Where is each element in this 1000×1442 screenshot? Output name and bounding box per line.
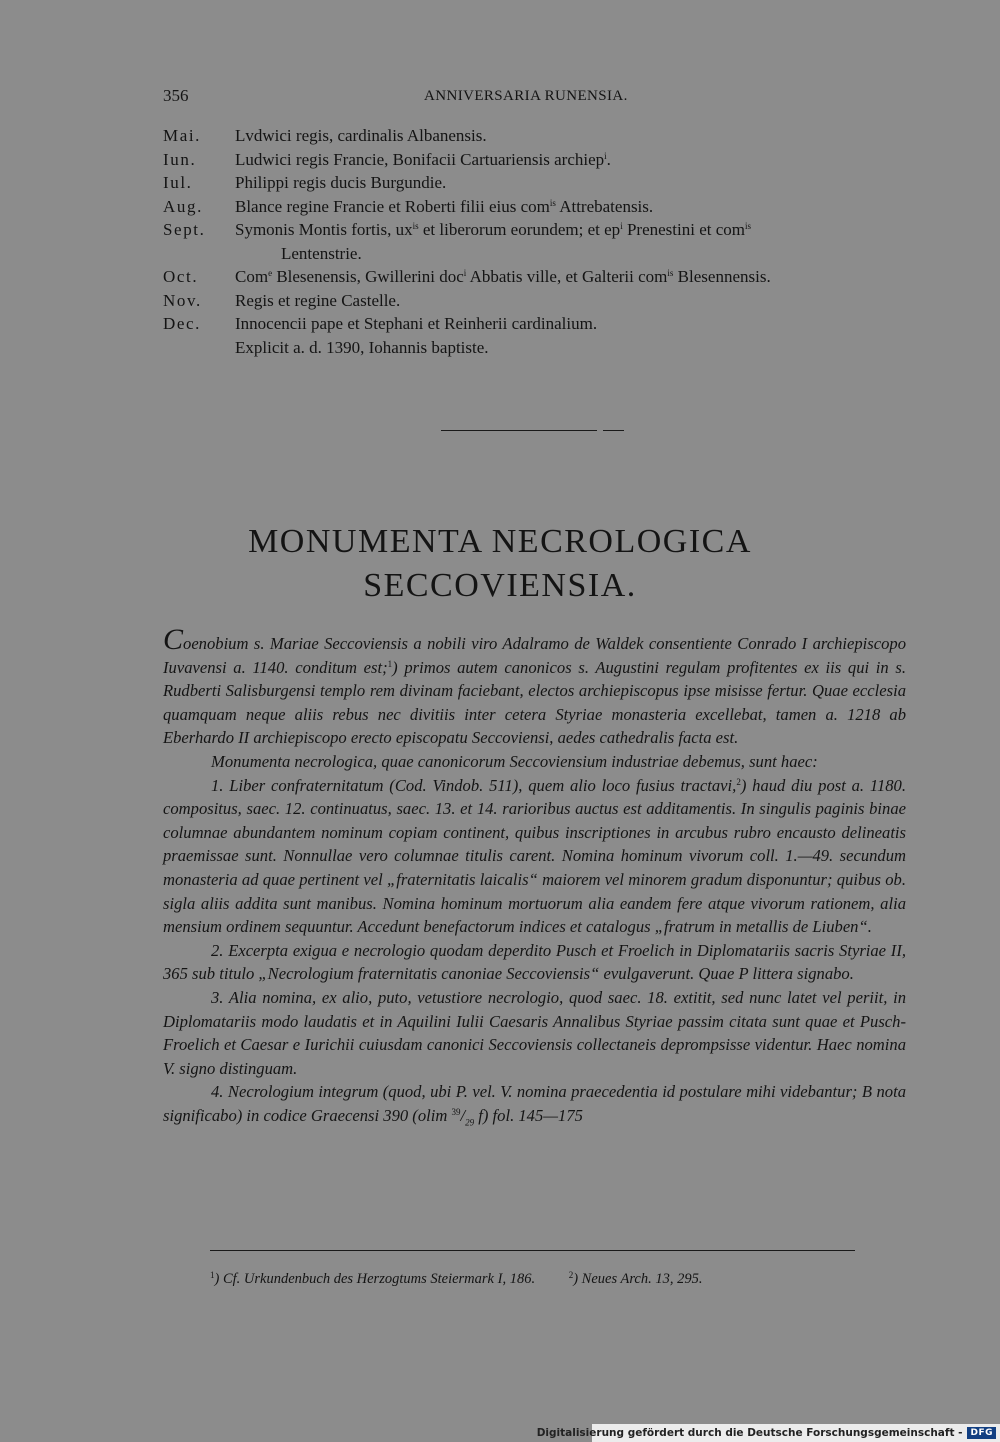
section-title-line: MONUMENTA NECROLOGICA [248, 523, 752, 560]
month-entry [163, 148, 908, 172]
month-entry [163, 265, 908, 289]
footnote: $^1$) Cf. Urkundenbuch des Herzogtums Steiermark I, 186. [210, 1270, 536, 1287]
month-label: Mai. [163, 126, 202, 145]
running-title: ANNIVERSARIA RUNENSIA. [424, 88, 628, 104]
section-title [160, 520, 840, 608]
month-label: Nov. [163, 290, 202, 310]
month-label: Dec. [163, 314, 202, 333]
month-text: Blance regine Francie et Roberti filii eius com$^{is}$ Attrebatensis. [235, 196, 654, 216]
month-text: Innocencii pape et Stephani et Reinherii cardinalium. [235, 314, 598, 333]
footnote-ref: 2 [736, 776, 741, 787]
month-entry [163, 124, 908, 148]
month-entry [163, 289, 908, 313]
month-label: Sept. [163, 220, 206, 239]
separator-rule [441, 430, 597, 431]
month-text: Ludwici regis Francie, Bonifacii Cartuariensis archiep$^i$. [235, 149, 611, 169]
footnotes [210, 1271, 900, 1288]
explicit-line: Explicit a. d. 1390, Iohannis baptiste. [235, 337, 489, 357]
month-text: Symonis Montis fortis, $ux^{is}$ et liberorum eorundem; et $ep^i$ Prenestini et com$^{is}$ Lentenstrie. [235, 220, 751, 263]
month-text: Regis et regine Castelle. [235, 290, 401, 310]
paragraph: 3. Alia nomina, ex alio, puto, vetustiore necrologio, quod saec. 18. extitit, sed nunc latet vel periit, in Diplomatariis modo laudatis et in Aquilini Iulii Caesaris Annalibus Styriae passim citata sunt quae et Pusch-Froelich et Caesar e Iurichii cuiusdam canonici Seccoviensis collectaneis deprompsisse videntur. Haec nomina V. signo distinguam. [163, 987, 906, 1078]
paragraph: 1. Liber confraternitatum (Cod. Vindob. 511), quem alio loco fusius tractavi,$^2$) haud diu post a. 1180. compositus, saec. 12. continuatus, saec. 13. et 14. rarioribus auctus est additamentis. In singulis paginis binae columnae abundantem nominum copiam continent, quibus inscriptiones in arcubus rubro encausto delineatis praemissae sunt. Nonnullae vero columnae titulis carent. Nomina hominum vivorum coll. 1.—49. secundum monasteria ad quae pertinent vel „fraternitatis laicalis“ maiorem vel minorem gradum disponuntur; quibus ob. sigla aliis addita sunt manibus. Nomina hominum mortuorum alia eandem fere atque vivorum rationem, alia mensium ordinem sequuntur. Accedunt benefactorum indices et catalogus „fratrum in metallis de Liuben“. [163, 775, 906, 937]
month-label: Oct. [163, 267, 199, 286]
month-text: Com$^e$ Blesenensis, Gwillerini doc$^i$ Abbatis ville, et Galterii com$^{is}$ Blesennensis. [235, 267, 771, 286]
separator-rule-short [603, 430, 624, 431]
paragraph: Monumenta necrologica, quae canonicorum Seccoviensium industriae debemus, sunt haec: [211, 751, 818, 771]
dfg-credit-text: Digitalisierung gefördert durch die Deutsche Forschungsgemeinschaft - [536, 1427, 963, 1439]
month-text: Philippi regis ducis Burgundie. [235, 173, 447, 192]
month-text: Lvdwici regis, cardinalis Albanensis. [235, 126, 487, 145]
footnote-ref: 1 [387, 658, 393, 669]
month-list [163, 124, 908, 359]
page-number: 356 [163, 86, 189, 105]
month-entry [163, 195, 908, 219]
footnote: $^2$) Neues Arch. 13, 295. [568, 1270, 703, 1287]
month-label: Iun. [163, 149, 197, 169]
month-entry [163, 171, 908, 195]
section-title-line: SECCOVIENSIA. [363, 567, 637, 604]
month-entry [163, 218, 908, 265]
paragraph: 2. Excerpta exigua e necrologio quodam deperdito Pusch et Froelich in Diplomatariis sacris Styriae II, 365 sub titulo „Necrologium fraternitatis canoniae Seccoviensis“ evulgaverunt. Quae P littera signabo. [163, 940, 906, 984]
body-text [163, 623, 906, 1128]
paragraph: 4. Necrologium integrum (quod, ubi P. vel. V. nomina praecedentia id postulare mihi videbantur; B nota significabo) in codice Graecensi 390 (olim $^{39}/_{29}$ f) fol. 145—175 [163, 1082, 906, 1128]
digitization-credit-bar [536, 1424, 1000, 1442]
drop-cap: C [163, 623, 184, 656]
paragraph: Coenobium s. Mariae Seccoviensis a nobili viro Adalramo de Waldek consentiente Conrado I archiepiscopo Iuvavensi a. 1140. conditum est;$^1$) primos autem canonicos s. Augustini regulam profitentes ex iis qui in s. Rudberti Salisburgensi templo rem divinam faciebant, electos archiepiscopus ipse misisse fertur. Quae ecclesia quamquam neque aliis rebus nec divitiis inter cetera Styriae monasteria excellebat, tamen a. 1218 ab Eberhardo II archiepiscopo erecto episcopatu Seccoviensi, aedes cathedralis facta est. [163, 623, 906, 748]
month-label: Iul. [163, 173, 193, 192]
month-entry [163, 312, 908, 336]
footnote-rule [210, 1250, 855, 1251]
dfg-logo-icon: DFG [967, 1427, 996, 1439]
month-label: Aug. [163, 196, 203, 216]
